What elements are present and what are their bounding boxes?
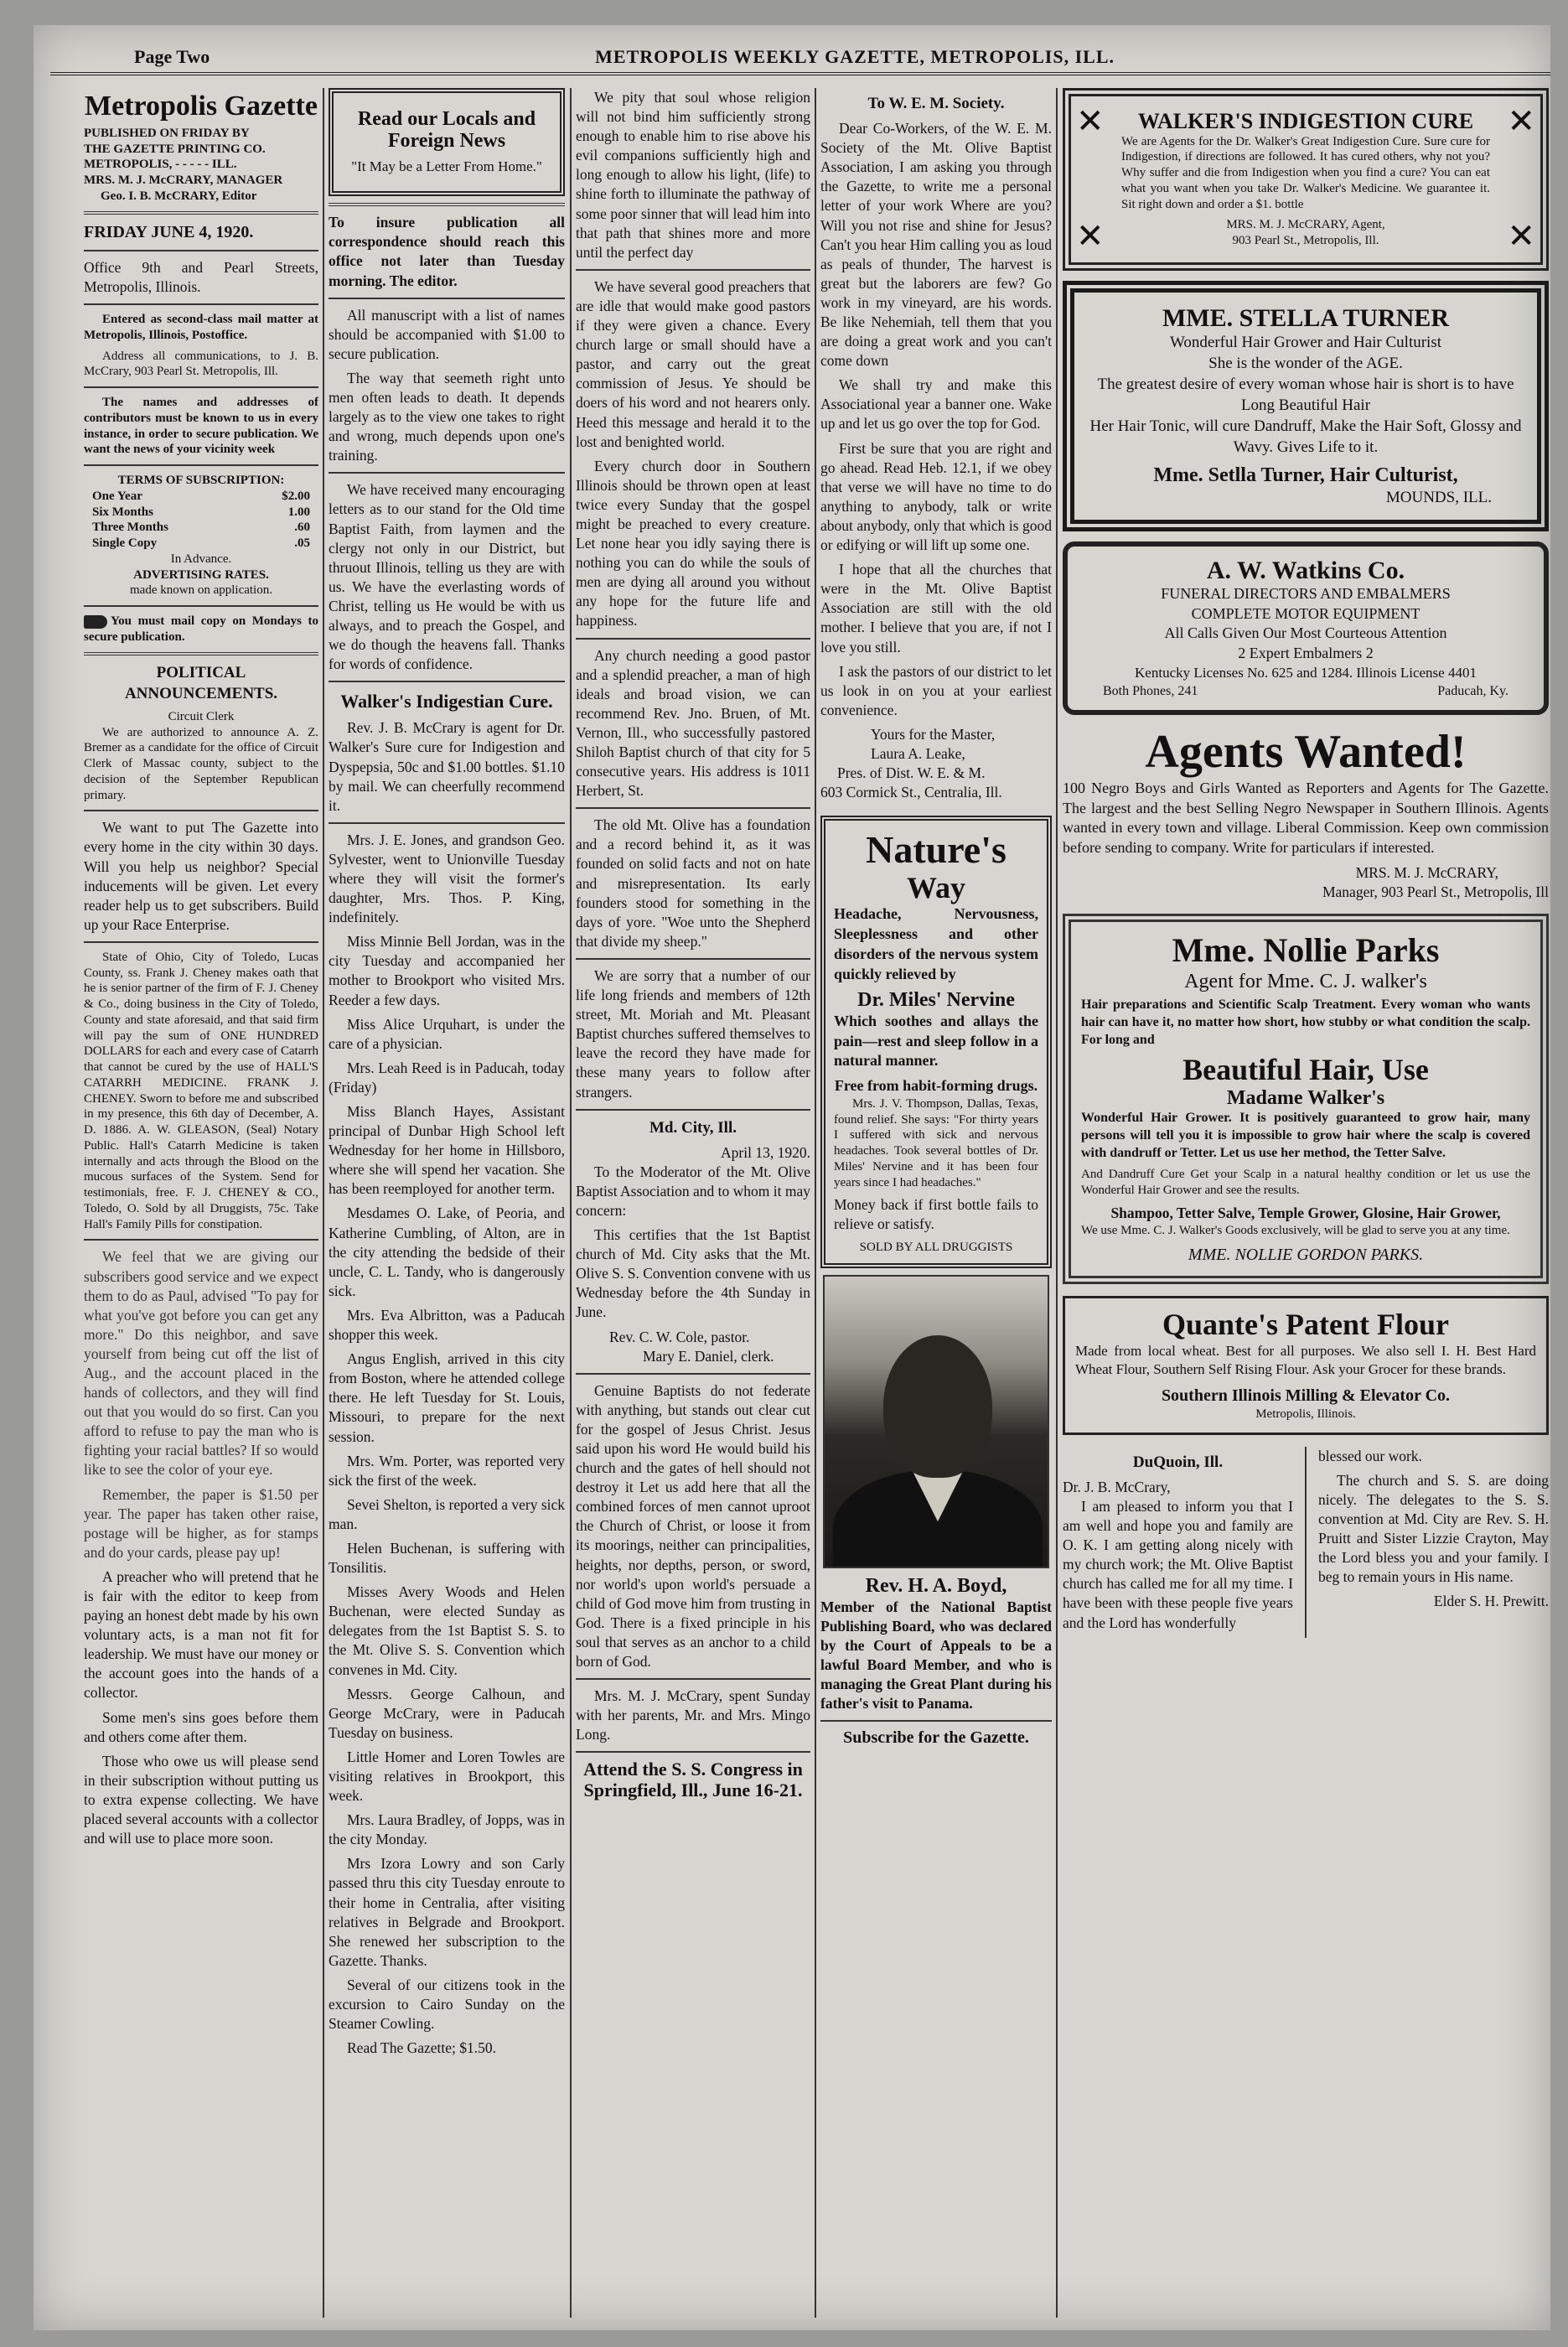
flour-heading: Quante's Patent Flour [1162, 1308, 1449, 1342]
stella-line: Wonderful Hair Grower and Hair Culturist [1169, 333, 1442, 351]
certifies-text: This certifies that the 1st Baptist church of Md. City asks that the Mt. Olive S. S. Convention convene with us Wednesday before the 4th Sunday in June. [576, 1226, 810, 1321]
natures-way-ad [820, 816, 1052, 1268]
church-door-text: Every church door in Southern Illinois should be thrown open at least twice every Sunday that the gospel might be preached to every creature. Let none hear you idly saying there is nothing you can do while the souls of men are dying all around you without any hope for the future life and happiness. [576, 457, 810, 629]
md-city-text: To the Moderator of the Mt. Olive Baptist Association and to whom it may concern: [576, 1163, 810, 1219]
duquoin-text: I am pleased to inform you that I am well and hope you and family are O. K. I am getting along nicely with my church work; the Mt. Olive Baptist church has called me for all my time. I have been with these people five years and the Lord has wonderfully [1063, 1497, 1293, 1631]
subscribe-notice: Subscribe for the Gazette. [843, 1728, 1029, 1748]
stella-line: The greatest desire of every woman whose hair is short is to have Long Beautiful Hair [1097, 376, 1514, 415]
local-item: Misses Avery Woods and Helen Buchenan, were elected Sunday as delegates from the 1st Baptist S. S. to the Mt. Olive S. S. Convention which convenes in Md. City. [329, 1583, 565, 1678]
attend-notice: Attend the S. S. Congress in Springfield, Ill., June 16-21. [583, 1759, 803, 1800]
page-header [50, 42, 1550, 75]
ornament-x-icon: ✕ [1507, 217, 1535, 256]
local-item: Mrs. Leah Reed is in Paducah, today (Friday) [329, 1059, 565, 1096]
local-item: Messrs. George Calhoun, and George McCrary, were in Paducah Tuesday on business. [329, 1685, 565, 1741]
natures-text: Headache, Nervousness, Sleeplessness and other disorders of the nervous system quickly relieved by [834, 905, 1038, 982]
local-item: Mrs. Laura Bradley, of Jopps, was in the city Monday. [329, 1811, 565, 1848]
column-rule [815, 88, 816, 2318]
signature: Rev. C. W. Cole, pastor. [609, 1328, 750, 1345]
stella-line: She is the wonder of the AGE. [1208, 354, 1403, 372]
walker-signature: MRS. M. J. McCRARY, Agent, [1226, 218, 1385, 232]
terms-row: One Year $2.00 [92, 489, 310, 503]
watkins-line: All Calls Given Our Most Courteous Attention [1164, 624, 1447, 642]
walker-cure-ad [1063, 88, 1549, 271]
md-city-heading: Md. City, Ill. [649, 1118, 737, 1137]
ornament-x-icon: ✕ [1076, 217, 1105, 256]
masthead-line: MRS. M. J. McCRARY, MANAGER [84, 174, 283, 188]
mrs-text: Mrs. M. J. McCrary, spent Sunday with her parents, Mr. and Mrs. Mingo Long. [576, 1687, 810, 1743]
column-rule [570, 88, 572, 2318]
first-text: First be sure that you are right and go ahead. Read Heb. 12.1, if we obey that verse we will have no time to do anything to anybody, talk or write about anybody, only that which is good or edifying or will lift up some one. [820, 439, 1052, 554]
duquoin-text-2: blessed our work. [1318, 1447, 1422, 1464]
owe-text: Those who owe us will please send in their subscription without putting us to extra expense collecting. We have placed several accounts with a collector and will use to place more soon. [84, 1752, 318, 1847]
circuit-clerk: Circuit Clerk [168, 709, 235, 723]
flour-ad [1063, 1296, 1549, 1435]
insure-text: To insure publication all correspondence should reach this office not later than Tuesday morning. The editor. [329, 214, 565, 289]
agents-heading: Agents Wanted! [1145, 726, 1467, 779]
hope-text: I hope that all the churches that were in the Mt. Olive Baptist Association are still with the old mother. I believe that you are, if not I love you still. [820, 561, 1052, 655]
photo-caption: Rev. H. A. Boyd, [865, 1575, 1007, 1598]
running-title: METROPOLIS WEEKLY GAZETTE, METROPOLIS, ILL. [595, 46, 1115, 67]
testimonial: Mrs. J. V. Thompson, Dallas, Texas, found relief. She says: "For thirty years I suffered with sick and nervous headaches. Took several bottles of Dr. Miles' Nervine and it has been four years since I had headaches." [834, 1096, 1038, 1189]
walker-heading: WALKER'S INDIGESTION CURE [1137, 109, 1474, 133]
way-text: The way that seemeth right unto men often leads to death. It depends largely as to the view one takes to right and wrong, much depends upon one's training. [329, 369, 565, 464]
office-address: Office 9th and Pearl Streets, Metropolis, Illinois. [84, 259, 318, 296]
duquoin-salutation: Dr. J. B. McCrary, [1063, 1478, 1171, 1495]
locals-box [329, 88, 565, 196]
terms-heading: TERMS OF SUBSCRIPTION: [117, 474, 285, 488]
issue-date: FRIDAY JUNE 4, 1920. [84, 222, 254, 241]
masthead-line: Geo. I. B. McCRARY, Editor [101, 189, 257, 203]
portrait-photo [823, 1275, 1049, 1568]
paying-text: We feel that we are giving our subscribers good service and we expect them to do as Paul, advised "To pay for what you've got before you can get any more." Do this neighbor, and save yourself from being cut off the list of Aug., and the account placed in the hands of collectors, and they will find out that you would do so first. Can you afford to refuse to pay the man who is fighting your racial battles? If so would like to see the color of your eye. [84, 1248, 318, 1479]
nollie-text-4: We use Mme. C. J. Walker's Goods exclusively, will be glad to serve you at any time. [1081, 1224, 1510, 1238]
in-advance: In Advance. [170, 552, 232, 566]
local-item: Mrs. J. E. Jones, and grandson Geo. Sylvester, went to Unionville Tuesday where they will visit the former's daughter, Mrs. Thos. P. King, indefinitely. [329, 831, 565, 926]
advertising-rates-note: made known on application. [130, 583, 272, 598]
duquoin-left [1063, 1447, 1293, 1638]
column-rule [1305, 1447, 1307, 1638]
stella-signature: Mme. Setlla Turner, Hair Culturist, [1153, 464, 1458, 487]
column-2 [329, 88, 565, 2318]
nollie-heading: Mme. Nollie Parks [1172, 931, 1440, 970]
home-text: We want to put The Gazette into every home in the city within 30 days. Will you help us neighbor? Special inducements will be given. Let every reader help us to get subscribers. Build up your Race Enterprise. [84, 819, 318, 933]
nollie-text: Hair preparations and Scientific Scalp Treatment. Every woman who wants hair can have it, no matter how short, how stubby or what condition the scalp. For long and [1081, 997, 1530, 1047]
terms-row: Single Copy .05 [92, 536, 310, 551]
cure-text: Rev. J. B. McCrary is agent for Dr. Walker's Sure cure for Indigestion and Dyspepsia, 50c and $1.00 bottles. $1.10 by mail. We can cheerfully recommend it. [329, 719, 565, 814]
wem-heading: To W. E. M. Society. [867, 95, 1005, 112]
nollie-beautiful: Beautiful Hair, Use [1182, 1053, 1429, 1087]
nollie-products: Shampoo, Tetter Salve, Temple Grower, Glosine, Hair Grower, [1110, 1204, 1501, 1221]
ask-text: I ask the pastors of our district to let us look in on you at your earliest convenience. [820, 662, 1052, 718]
nollie-text-3: And Dandruff Cure Get your Scalp in a natural healthy condition or let us use the Wonderful Hair Grower and see the results. [1081, 1168, 1530, 1198]
duquoin-text-3: The church and S. S. are doing nicely. The delegates to the S. S. convention at Md. City are Rev. S. H. Pruitt and Sister Lizzie Crayton, May the Lord bless you and your family. I beg to remain yours in His name. [1318, 1471, 1549, 1586]
pity-text: We pity that soul whose religion will not bind him sufficiently strong enough to enable him to rise above his evil companions sufficiently high and long enough to allow his light, (life) to shine forth to illuminate the pathway of some poor sinner that will lead him into that path that shines more and more until the perfect day [576, 89, 810, 261]
watkins-line: 2 Expert Embalmers 2 [1238, 645, 1374, 662]
stella-heading: MME. STELLA TURNER [1162, 303, 1449, 332]
boyd-text: Member of the National Baptist Publishing Board, who was declared by the Court of Appeals to be a lawful Board Member, and who is managing the Great Plant during his father's visit to Panama. [820, 1598, 1052, 1712]
natures-title: Nature's [866, 828, 1007, 872]
old-mt-olive-text: The old Mt. Olive has a foundation and a record behind it, as it was founded on solid facts and not on hate and misrepresentation. Its early founders stood for something in the days of yore. "Woe unto the Shepherd that divide my sheep." [576, 816, 810, 950]
column-3 [576, 88, 810, 2318]
agents-signature: MRS. M. J. McCRARY, [1355, 863, 1498, 881]
agents-signature: Manager, 903 Pearl St., Metropolis, Ill [1322, 883, 1549, 901]
terms-row: Three Months .60 [92, 521, 310, 535]
read-gazette: Read The Gazette; $1.50. [347, 2039, 497, 2057]
stella-turner-ad [1063, 281, 1549, 531]
watkins-heading: A. W. Watkins Co. [1206, 556, 1405, 584]
duquoin-heading: DuQuoin, Ill. [1132, 1453, 1224, 1471]
local-item: Angus English, arrived in this city from Boston, where he attended college there. He left Tuesday for St. Louis, Missouri, to prepare for the next session. [329, 1350, 565, 1445]
local-item: Mesdames O. Lake, of Peoria, and Katherine Cumbling, of Alton, are in the city attending the bedside of their uncle, C. L. Tandy, who is dangerously sick. [329, 1205, 565, 1299]
flour-text: Made from local wheat. Best for all purposes. We also sell I. H. Best Hard Wheat Flour, Southern Self Rising Flour. Ask your Grocer for these brands. [1075, 1342, 1536, 1378]
signature: Pres. of Dist. W. E. & M. [837, 764, 986, 782]
money-back: Money back if first bottle fails to relieve or satisfy. [834, 1196, 1038, 1233]
duquoin-signature: Elder S. H. Prewitt. [1433, 1593, 1549, 1610]
column-4 [820, 88, 1052, 2318]
locals-subtitle: "It May be a Letter From Home." [351, 158, 542, 174]
watkins-phone: Both Phones, 241 [1103, 684, 1198, 699]
watkins-line: FUNERAL DIRECTORS AND EMBALMERS [1161, 584, 1451, 602]
local-item: Helen Buchenan, is suffering with Tonsilitis. [329, 1539, 565, 1577]
political-heading: POLITICAL ANNOUNCEMENTS. [124, 663, 278, 702]
duquoin-right [1318, 1447, 1549, 1638]
cure-heading: Walker's Indigestian Cure. [340, 691, 553, 712]
flour-city: Metropolis, Illinois. [1255, 1407, 1356, 1422]
local-item: Miss Alice Urquhart, is under the care of a physician. [329, 1015, 565, 1052]
watkins-city: Paducah, Ky. [1437, 684, 1508, 699]
nollie-madame: Madame Walker's [1226, 1086, 1385, 1109]
watkins-line: Kentucky Licenses No. 625 and 1284. Illinois License 4401 [1135, 664, 1477, 681]
signature: 603 Cormick St., Centralia, Ill. [820, 784, 1002, 801]
signature: Laura A. Leake, [871, 744, 965, 762]
masthead-line: METROPOLIS, - - - - - ILL. [84, 158, 237, 172]
walker-text: We are Agents for the Dr. Walker's Great Indigestion Cure. Sure cure for Indigestion, if directions are followed. It has cured others, why not you? Why suffer and die from Indigestion when you find a cure? You can eat what you want when you take Dr. Walker's Medicine. We guarantee it. Sit right down and order a $1. bottle [1121, 134, 1490, 211]
political-text: We are authorized to announce A. Z. Bremer as a candidate for the office of Circuit Clerk of Massac county, subject to the decision of the September Republican primary. [84, 725, 318, 802]
page-label: Page Two [134, 46, 210, 67]
remember-text: Remember, the paper is $1.50 per year. The paper has taken other raise, postage will be higher, as for stamps and do your cards, please pay up! [84, 1485, 318, 1561]
ornament-x-icon: ✕ [1076, 102, 1105, 141]
natures-text-2: Which soothes and allays the pain—rest and sleep follow in a natural manner. [834, 1012, 1038, 1070]
contributors-notice: The names and addresses of contributors must be known to us in every instance, in order to secure publication. We want the news of your vicinity week [84, 396, 318, 457]
natures-title-2: Way [906, 870, 965, 904]
local-item: Mrs. Wm. Porter, was reported very sick the first of the week. [329, 1452, 565, 1489]
stella-line: Her Hair Tonic, will cure Dandruff, Make the Hair Soft, Glossy and Wavy. Gives Life to it. [1089, 417, 1522, 457]
habit-notice: Free from habit-forming drugs. [834, 1077, 1038, 1095]
terms-table [84, 489, 318, 552]
pointing-hand-icon [84, 615, 107, 629]
column-rule [1056, 88, 1058, 2318]
sorry-text: We are sorry that a number of our life long friends and members of 12th street, Mt. Moriah and Mt. Pleasant Baptist churches suffered themselves to leave the record they have made for these many years to follow after strangers. [576, 966, 810, 1101]
masthead-line: PUBLISHED ON FRIDAY BY [84, 126, 250, 140]
column-rule [323, 88, 324, 2318]
genuine-text: Genuine Baptists do not federate with anything, but stands out clear cut for the gospel of Jesus Christ. Jesus said upon his word He would build his church and the gates of hell should not destroy it Let us add here that all the combined forces of men cannot uproot the Church of Christ, or loose it from its moorings, neither can principalities, heights, nor depths, person, or sword, nor world's upon world's persuade a child of God move him from trusting in God. There is a fixed principle in his soul that serves as an anchor to a child born of God. [576, 1381, 810, 1671]
flour-company: Southern Illinois Milling & Elevator Co. [1161, 1386, 1451, 1405]
local-item: Little Homer and Loren Towles are visiting relatives in Brookport, this week. [329, 1748, 565, 1805]
locals-title: Read our Locals and Foreign News [357, 108, 536, 153]
advertising-rates: ADVERTISING RATES. [133, 567, 269, 582]
nollie-signature: MME. NOLLIE GORDON PARKS. [1188, 1245, 1424, 1264]
watkins-footer [1078, 682, 1534, 700]
nollie-subtitle: Agent for Mme. C. J. walker's [1184, 971, 1427, 993]
any-church-text: Any church needing a good pastor and a splendid preacher, a man of high ideals and broad vision, we can recommend Rev. Jno. Bruen, of Mt. Vernon, Ill., who successfully pastored Shiloh Baptist church of that city for 5 consecutive years. His address is 1011 Herbert, St. [576, 646, 810, 800]
masthead-title: Metropolis Gazette [85, 91, 318, 122]
watkins-ad [1063, 541, 1549, 716]
signature: Yours for the Master, [871, 725, 996, 743]
nervine-name: Dr. Miles' Nervine [857, 989, 1015, 1012]
md-city-date: April 13, 1920. [721, 1143, 810, 1161]
wem-text: Dear Co-Workers, of the W. E. M. Society of the Mt. Olive Baptist Association, I am asking you through the Gazette, to write me a personal letter of your work Where are you? Will you not rise and shine for Jesus? Can't you hear Him calling you as loud as peals of thunder, The harvest is great but the laborers are few? Go work in my vineyard, are his words. Be like Nehemiah, tell them that you are doing a great work and you can't come down [820, 120, 1052, 370]
nollie-parks-ad [1063, 914, 1549, 1284]
local-item: Miss Blanch Hayes, Assistant principal of Dunbar High School left Wednesday for her home in Hillsboro, where she will spend her vacation. She has been reemployed for another term. [329, 1103, 565, 1198]
preacher-text: A preacher who will pretend that he is fair with the editor to keep from paying an honest debt made by his own voluntary acts, is a man not fit for leadership. We must have our money or the account goes into the hands of a collector. [84, 1567, 318, 1702]
preachers-text: We have several good preachers that are idle that would make good pastors if they were given a chance. Every church large or small should have a pastor, and carry out the great commission of Jesus. Ye should be doers of his word and not hearers only. Heed this message and herald it to the lost and benighted world. [576, 277, 810, 450]
address-notice: Address all communications, to J. B. McCrary, 903 Pearl St. Metropolis, Ill. [84, 349, 318, 379]
column-5 [1063, 88, 1549, 2318]
manuscript-text: All manuscript with a list of names should be accompanied with $1.00 to secure publication. [329, 306, 565, 362]
sold-notice: SOLD BY ALL DRUGGISTS [859, 1240, 1013, 1254]
received-text: We have received many encouraging letters as to our stand for the Old time Baptist Faith, from laymen and the clergy not only in our District, but thruout Illinois, telling us they are with us. We have the everlasting words of Christ, telling us He would be with us always, and to preach the Gospel, and we do though the heavens fall. Thanks for words of confidence. [329, 481, 565, 673]
local-item: Several of our citizens took in the excursion to Cairo Sunday on the Steamer Cowling. [329, 1976, 565, 2033]
watkins-line: COMPLETE MOTOR EQUIPMENT [1191, 604, 1421, 622]
entered-notice: Entered as second-class mail matter at Metropolis, Illinois, Postoffice. [84, 313, 318, 342]
signature: Mary E. Daniel, clerk. [643, 1347, 774, 1365]
walker-signature: 903 Pearl St., Metropolis, Ill. [1232, 234, 1379, 248]
ornament-x-icon: ✕ [1507, 102, 1535, 141]
mail-copy-notice: You must mail copy on Mondays to secure publication. [84, 614, 318, 644]
masthead [84, 88, 318, 205]
local-item: Sevei Shelton, is reported a very sick man. [329, 1495, 565, 1532]
local-item: Miss Minnie Bell Jordan, was in the city Tuesday and accompanied her mother to Brookport who visited Mrs. Reeder a few days. [329, 933, 565, 1008]
duquoin-letter [1063, 1447, 1549, 1638]
agents-text: 100 Negro Boys and Girls Wanted as Reporters and Agents for The Gazette. The largest and the best Selling Negro Newspaper in Southern Illinois. Agents wanted in every town and village. Liberal Commission. Keep own commission before sending to company. Write for particulars if interested. [1063, 779, 1549, 857]
sins-text: Some men's sins goes before them and others come after them. [84, 1708, 318, 1745]
column-1 [84, 88, 318, 2318]
local-item: Mrs Izora Lowry and son Carly passed thru this city Tuesday enroute to their home in Centralia, after visiting relatives in Belgrade and Brookport. She renewed her subscription to the Gazette. Thanks. [329, 1855, 565, 1969]
shall-try-text: We shall try and make this Associational year a banner one. Wake up and let us go over the top for God. [820, 376, 1052, 433]
stella-place: MOUNDS, ILL. [1385, 488, 1492, 506]
terms-row: Six Months 1.00 [92, 505, 310, 519]
nollie-text-2: Wonderful Hair Grower. It is positively guaranteed to grow hair, many persons will tell you it is impossible to grow hair where the scalp is covered with dandruff or Tetter. Let us use her method, the Tetter Salve. [1081, 1111, 1530, 1161]
catarrh-ad: State of Ohio, City of Toledo, Lucas County, ss. Frank J. Cheney makes oath that he is senior partner of the firm of F. J. Cheney & Co., doing business in the City of Toledo, County and state aforesaid, and that said firm will pay the sum of ONE HUNDRED DOLLARS for each and every case of Catarrh that cannot be cured by the use of HALL'S CATARRH MEDICINE. FRANK J. CHENEY. Sworn to before me and subscribed in my presence, this 6th day of December, A. D. 1886. A. W. GLEASON, (Seal) Notary Public. Hall's Catarrh Medicine is taken internally and acts through the Blood on the mucous surfaces of the System. Send for testimonials, free. F. J. CHENEY & CO., Toledo, O. Sold by all Druggists, 75c. Take Hall's Family Pills for constipation. [84, 950, 318, 1231]
local-item: Mrs. Eva Albritton, was a Paducah shopper this week. [329, 1306, 565, 1344]
masthead-line: THE GAZETTE PRINTING CO. [84, 142, 266, 156]
